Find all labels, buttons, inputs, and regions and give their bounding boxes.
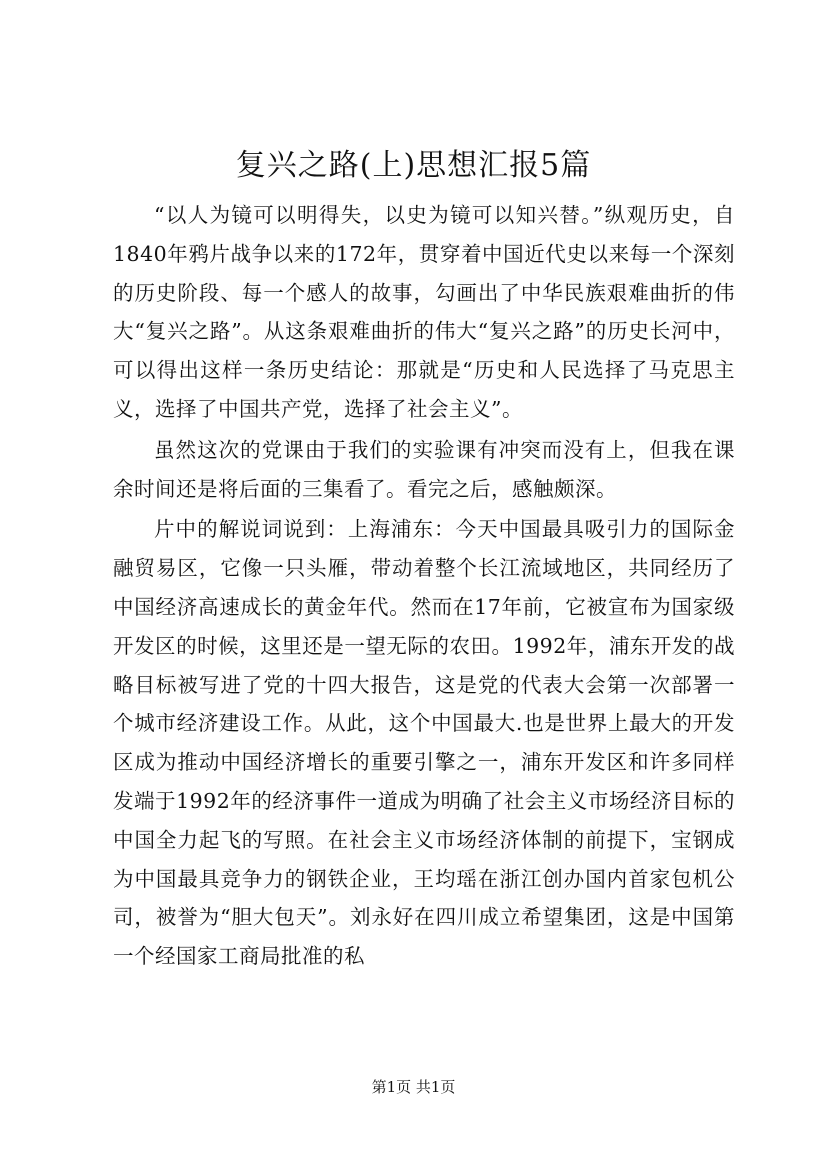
page-footer: 第1页 共1页 xyxy=(371,1078,456,1096)
paragraph-2: 虽然这次的党课由于我们的实验课有冲突而没有上，但我在课余时间还是将后面的三集看了。看完之后，感触颇深。 xyxy=(113,437,735,501)
document-body xyxy=(113,196,735,976)
paragraph-3: 片中的解说词说到：上海浦东：今天中国最具吸引力的国际金融贸易区，它像一只头雁，带动着整个长江流域地区，共同经历了中国经济高速成长的黄金年代。然而在17年前，它被宣布为国家级开发区的时候，这里还是一望无际的农田。1992年，浦东开发的战略目标被写进了党的十四大报告，这是党的代表大会第一次部署一个城市经济建设工作。从此，这个中国最大.也是世界上最大的开发区成为推动中国经济增长的重要引擎之一，浦东开发区和许多同样发端于1992年的经济事件一道成为明确了社会主义市场经济目标的中国全力起飞的写照。在社会主义市场经济体制的前提下，宝钢成为中国最具竞争力的钢铁企业，王均瑶在浙江创办国内首家包机公司，被誉为“胆大包天”。刘永好在四川成立希望集团，这是中国第一个经国家工商局批准的私 xyxy=(113,517,735,969)
paragraph-1: “以人为镜可以明得失，以史为镜可以知兴替。”纵观历史，自1840年鸦片战争以来的172年，贯穿着中国近代史以来每一个深刻的历史阶段、每一个感人的故事，勾画出了中华民族艰难曲折的伟大“复兴之路”。从这条艰难曲折的伟大“复兴之路”的历史长河中，可以得出这样一条历史结论：那就是“历史和人民选择了马克思主义，选择了中国共产党，选择了社会主义”。 xyxy=(113,203,735,421)
document-title: 复兴之路(上)思想汇报5篇 xyxy=(235,148,592,183)
